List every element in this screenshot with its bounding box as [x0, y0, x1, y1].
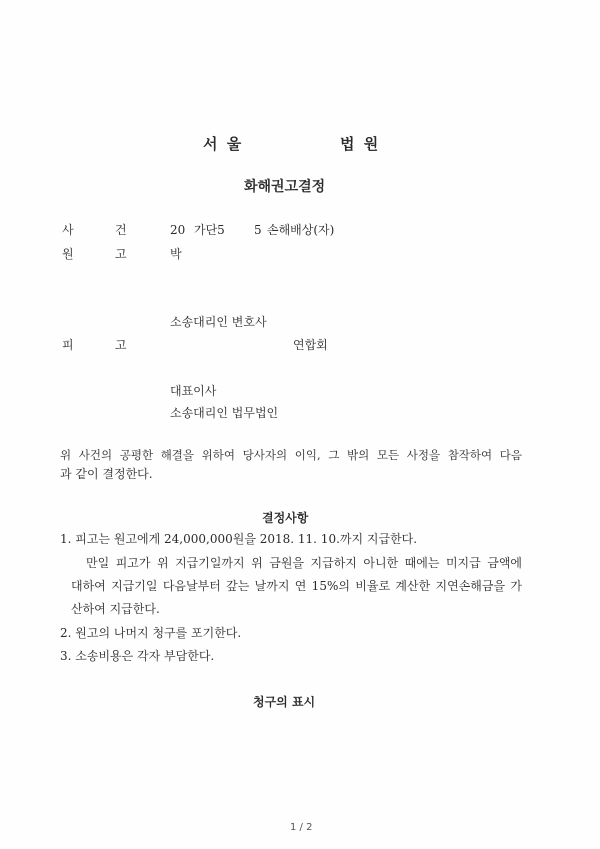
page-number: 1 / 2: [290, 822, 313, 833]
defendant-representative: 소송대리인 법무법인: [170, 406, 279, 420]
defendant-ceo: 대표이사: [170, 384, 217, 398]
case-type: 가단5: [194, 223, 225, 237]
court-name-right: 법 원: [340, 135, 381, 153]
defendant-label-2: 고: [115, 338, 127, 352]
claim-title: 청구의 표시: [253, 695, 316, 709]
plaintiff-representative: 소송대리인 변호사: [170, 315, 267, 329]
plaintiff-label-2: 고: [115, 247, 127, 261]
plaintiff-label: 원: [62, 247, 74, 261]
defendant-label: 피: [62, 338, 74, 352]
document-title: 화해권고결정: [244, 179, 326, 195]
plaintiff-name: 박: [170, 247, 182, 261]
decision-title: 결정사항: [262, 511, 309, 525]
case-year: 20: [170, 223, 186, 237]
intro-line-2: 과 같이 결정한다.: [60, 467, 153, 481]
court-name-left: 서 울: [203, 135, 244, 153]
case-label: 사: [62, 223, 74, 237]
case-number: 5: [254, 223, 262, 237]
decision-item-1-sub-2: 대하여 지급기일 다음날부터 갚는 날까지 연 15%의 비율로 계산한 지연손해금을 가: [71, 579, 522, 593]
defendant-name: 연합회: [293, 338, 328, 352]
decision-item-2: 2. 원고의 나머지 청구를 포기한다.: [60, 626, 242, 640]
decision-item-1-sub-1: 만일 피고가 위 지급기일까지 위 금원을 지급하지 아니한 때에는 미지급 금액에: [86, 556, 522, 570]
case-name: 손해배상(자): [267, 223, 335, 237]
decision-item-1-sub-3: 산하여 지급한다.: [71, 602, 160, 616]
case-label-2: 건: [115, 223, 127, 237]
intro-line-1: 위 사건의 공평한 해결을 위하여 당사자의 이익, 그 밖의 모든 사정을 참작하여 다음: [60, 448, 522, 462]
decision-item-1: 1. 피고는 원고에게 24,000,000원을 2018. 11. 10.까지 지급한다.: [60, 532, 418, 546]
decision-item-3: 3. 소송비용은 각자 부담한다.: [60, 649, 215, 663]
